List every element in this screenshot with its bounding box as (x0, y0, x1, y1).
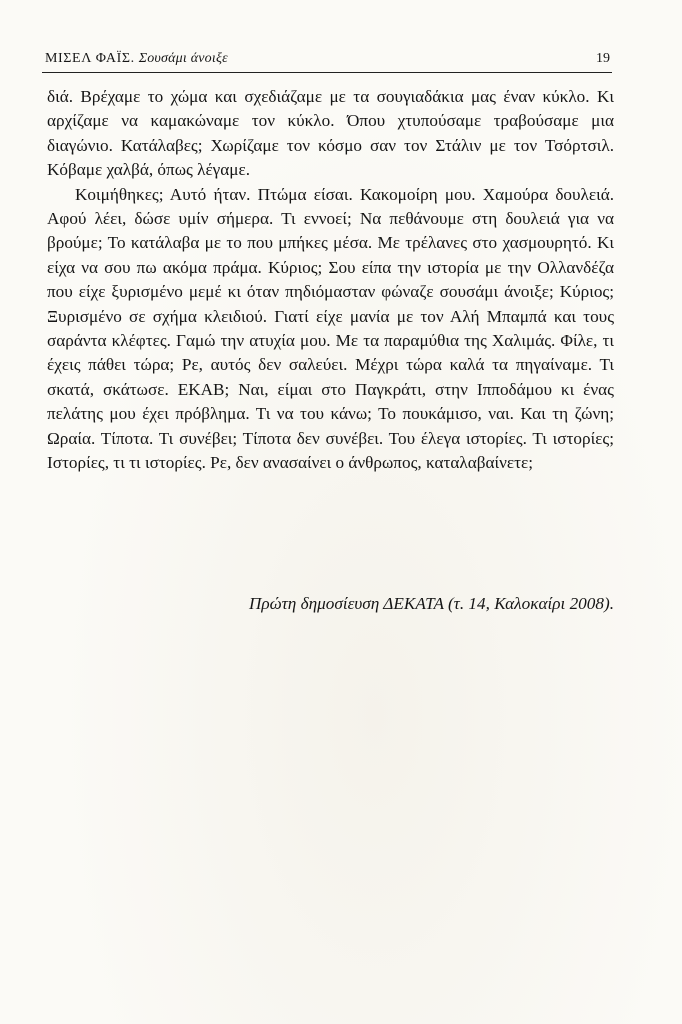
page-number: 19 (596, 51, 610, 66)
running-head-author (45, 51, 228, 67)
paragraph-continued: διά. Βρέχαμε το χώμα και σχεδιάζαμε με τα σουγιαδάκια μας έναν κύκλο. Κι αρχίζαμε να καμακώναμε τον κύκλο. Όπου χτυπούσαμε τραβούσαμε μια διαγώνιο. Κατάλαβες; Χωρίζαμε τον κόσμο σαν τον Στάλιν με τον Τσόρτσιλ. Κόβαμε χαλβά, όπως λέγαμε. (47, 87, 614, 180)
body-text (47, 85, 614, 476)
paragraph: Κοιμήθηκες; Αυτό ήταν. Πτώμα είσαι. Κακομοίρη μου. Χαμούρα δουλειά. Αφού λέει, δώσε υμίν σήμερα. Τι εννοεί; Να πεθάνουμε στη δουλειά για να βρούμε; Το κατάλαβα με το που μπήκες μέσα. Με τρέλανες στο χασμουρητό. Κι είχα να σου πω ακόμα πράμα. Κύριος; Σου είπα την ιστορία με την Ολλανδέζα που είχε ξυρισμένο μεμέ κι όταν πηδιόμασταν φώναζε σουσάμι άνοιξε; Κύριος; Ξυρισμένο σε σχήμα κλειδιού. Γιατί είχε μανία με τον Αλή Μπαμπά και τους σαράντα κλέφτες. Γαμώ την ατυχία μου. Με τα παραμύθια της Χαλιμάς. Φίλε, τι έχεις πάθει τώρα; Ρε, αυτός δεν σαλεύει. Μέχρι τώρα καλά τα πηγαίναμε. Τι σκατά, σκάτωσε. ΕΚΑΒ; Ναι, είμαι στο Παγκράτι, στην Ιπποδάμου κι ένας πελάτης μου έχει πρόβλημα. Τι να του κάνω; Το πουκάμισο, ναι. Και τη ζώνη; Ωραία. Τίποτα. Τι συνέβει; Τίποτα δεν συνέβει. Του έλεγα ιστορίες. Τι ιστορίες; Ιστορίες, τι τι ιστορίες. Ρε, δεν ανασαίνει ο άνθρωπος, καταλαβαίνετε; (47, 184, 614, 473)
publication-note: Πρώτη δημοσίευση ΔΕΚΑΤΑ (τ. 14, Καλοκαίρι 2008). (249, 594, 614, 613)
author-name: ΜΙΣΕΛ ΦΑΪΣ. (45, 51, 135, 66)
running-head-title: Σουσάμι άνοιξε (138, 51, 228, 66)
running-head (42, 50, 612, 73)
